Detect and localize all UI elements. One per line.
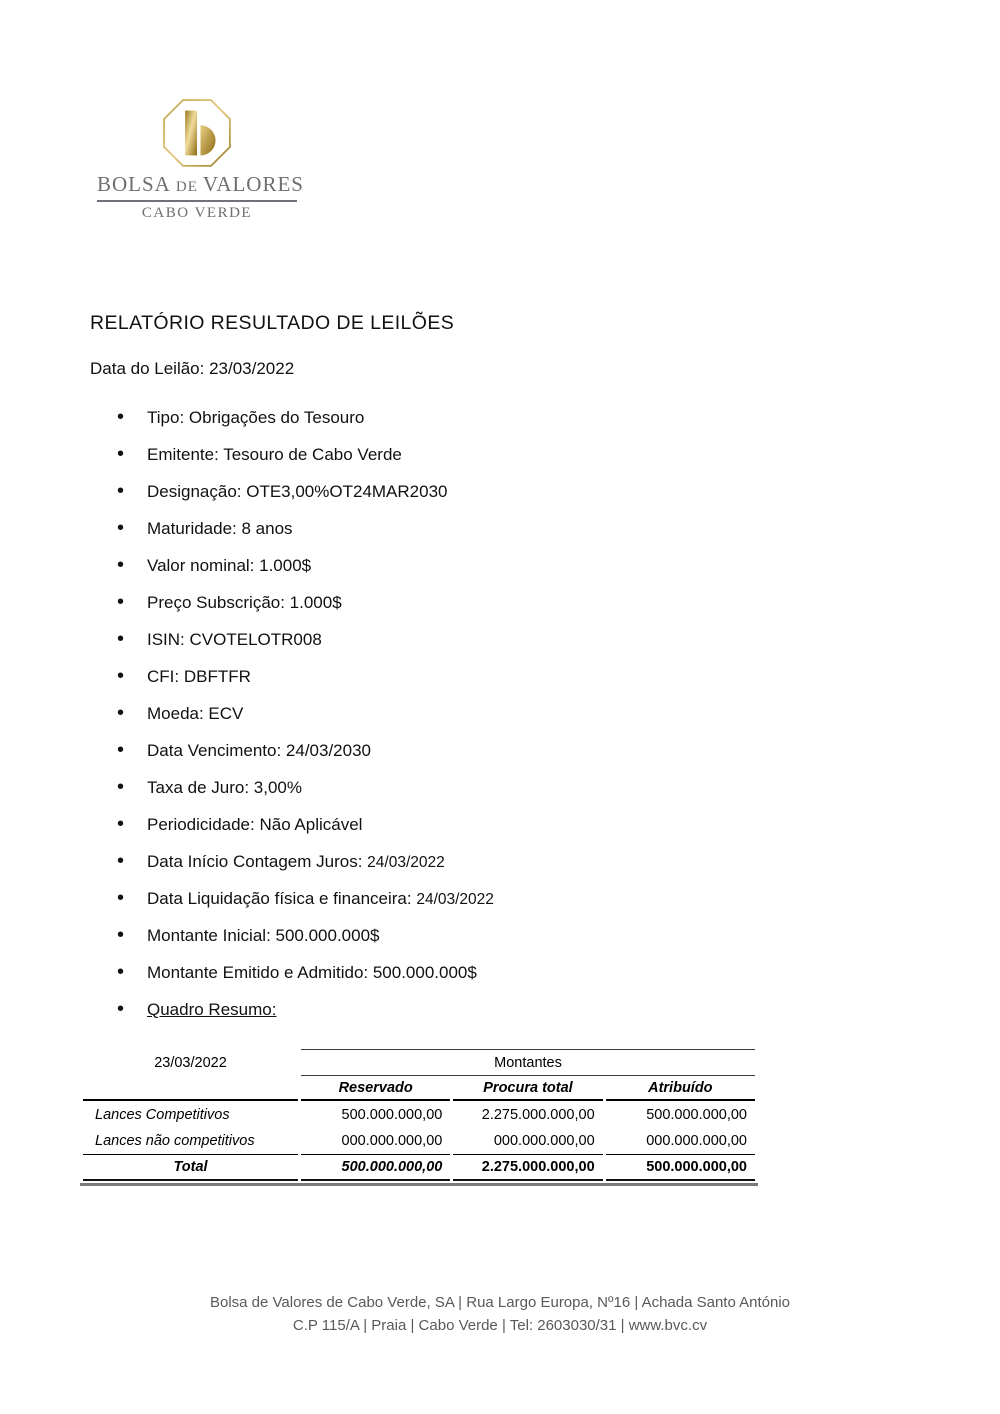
row-label: Lances não competitivos — [83, 1128, 298, 1155]
total-reservado: 500.000.000,00 — [301, 1155, 450, 1181]
list-item-quadro-resumo: • Quadro Resumo: — [90, 998, 710, 1021]
auction-date-line: Data do Leilão: 23/03/2022 — [90, 359, 295, 378]
cell-reservado: 000.000.000,00 — [301, 1128, 450, 1155]
list-item-periodicidade: • Periodicidade: Não Aplicável — [90, 813, 710, 836]
table-column-header-row — [83, 1076, 755, 1101]
summary-table — [80, 1049, 758, 1181]
brand-word-de: DE — [175, 179, 198, 195]
col-header-reservado: Reservado — [301, 1076, 450, 1101]
table-row-total — [83, 1155, 755, 1181]
cell-atribuido: 500.000.000,00 — [646, 1106, 747, 1123]
list-item-data-liquidacao: • Data Liquidação física e financeira: 24/03/2022 — [90, 887, 710, 910]
list-item-montante-inicial: • Montante Inicial: 500.000.000$ — [90, 924, 710, 947]
list-item-taxa-juro: • Taxa de Juro: 3,00% — [90, 776, 710, 799]
table-montantes-header: Montantes — [301, 1049, 755, 1076]
list-item-moeda: • Moeda: ECV — [90, 702, 710, 725]
list-item-preco-subscricao: • Preço Subscrição: 1.000$ — [90, 591, 710, 614]
total-procura-total: 2.275.000.000,00 — [453, 1155, 602, 1181]
col-header-procura-total: Procura total — [453, 1076, 602, 1101]
footer-line-2: C.P 115/A | Praia | Cabo Verde | Tel: 2603030/31 | www.bvc.cv — [292, 1317, 708, 1334]
list-item-data-vencimento: • Data Vencimento: 24/03/2030 — [90, 739, 710, 762]
list-item-maturidade: • Maturidade: 8 anos — [90, 517, 710, 540]
cell-reservado: 500.000.000,00 — [341, 1106, 443, 1123]
table-row-lances-competitivos — [83, 1101, 755, 1128]
brand-subtitle: CABO VERDE — [141, 205, 253, 221]
table-row-lances-nao-competitivos — [83, 1128, 755, 1155]
list-item-data-inicio-juros: • Data Início Contagem Juros: 24/03/2022 — [90, 850, 710, 873]
total-atribuido: 500.000.000,00 — [606, 1155, 755, 1181]
table-group-header-row — [83, 1049, 755, 1076]
list-item-emitente: • Emitente: Tesouro de Cabo Verde — [90, 443, 710, 466]
list-item-tipo: • Tipo: Obrigações do Tesouro — [90, 406, 710, 429]
summary-table-wrap — [80, 1049, 758, 1186]
bvc-octagon-b-icon — [162, 98, 232, 168]
auction-details-list — [90, 406, 710, 1035]
list-item-cfi: • CFI: DBFTFR — [90, 665, 710, 688]
row-label: Lances Competitivos — [95, 1106, 230, 1123]
cell-procura-total: 000.000.000,00 — [453, 1128, 602, 1155]
brand-wordmark — [97, 172, 304, 202]
page-footer — [0, 1291, 1000, 1337]
brand-word-bolsa: BOLSA — [97, 172, 171, 196]
cell-procura-total: 2.275.000.000,00 — [481, 1106, 595, 1123]
list-item-valor-nominal: • Valor nominal: 1.000$ — [90, 554, 710, 577]
list-item-montante-emitido: • Montante Emitido e Admitido: 500.000.000$ — [90, 961, 710, 984]
list-item-designacao: • Designação: OTE3,00%OT24MAR2030 — [90, 480, 710, 503]
table-date-header: 23/03/2022 — [154, 1054, 227, 1071]
bvc-logo — [97, 98, 304, 222]
brand-word-valores: VALORES — [202, 172, 304, 196]
col-header-atribuido: Atribuído — [606, 1076, 755, 1101]
table-bottom-double-border — [80, 1183, 758, 1186]
list-item-isin: • ISIN: CVOTELOTR008 — [90, 628, 710, 651]
report-title: RELATÓRIO RESULTADO DE LEILÕES — [90, 312, 455, 334]
footer-line-1: Bolsa de Valores de Cabo Verde, SA | Rua Largo Europa, Nº16 | Achada Santo António — [209, 1294, 791, 1311]
cell-atribuido: 000.000.000,00 — [606, 1128, 755, 1155]
total-label: Total — [83, 1155, 298, 1181]
table-header-empty-cell — [83, 1076, 298, 1101]
